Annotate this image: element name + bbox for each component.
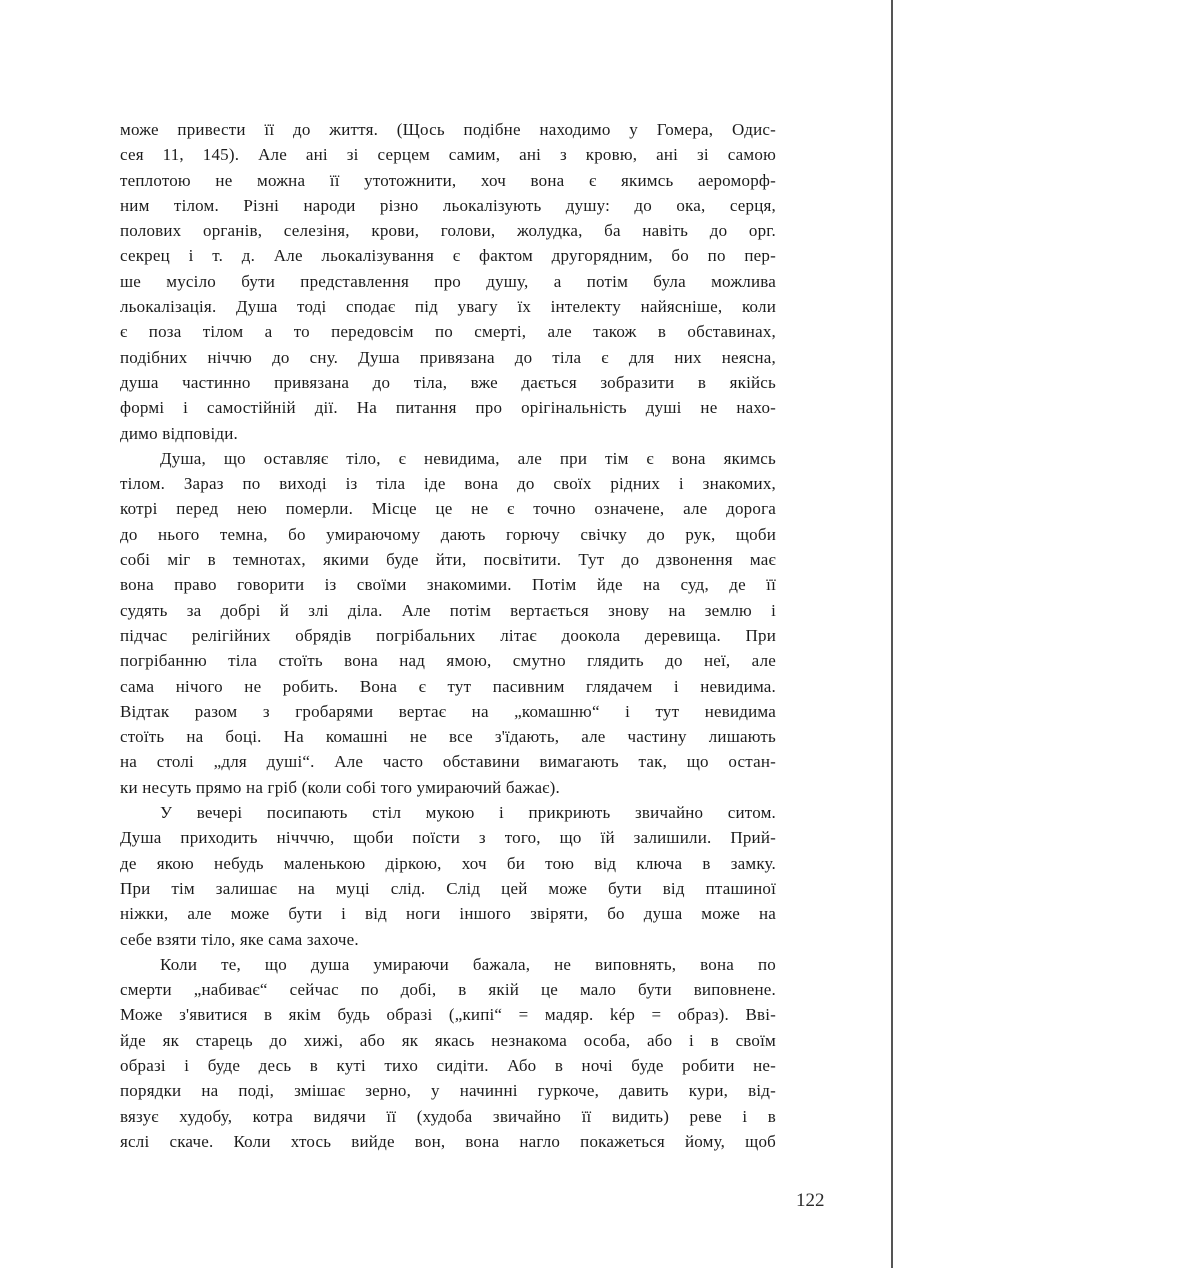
text-line: подібних ніччю до сну. Душа привязана до тіла є для них неясна, <box>120 347 776 367</box>
text-line: стоїть на боці. На комашні не все з'їдають, але частину лишають <box>120 727 776 747</box>
text-line: йде як старець до хижі, або як якась незнакома особа, або і в своїм <box>120 1030 776 1050</box>
text-line: формі і самостійній дії. На питання про орігінальність душі не нахо- <box>120 398 776 418</box>
text-line: яслі скаче. Коли хтось вийде вон, вона нагло покажеться йому, щоб <box>120 1131 776 1151</box>
text-line: димо відповіди. <box>120 423 238 443</box>
text-line: полових органів, селезіня, крови, голови, жолудка, ба навіть до орг. <box>120 221 776 241</box>
paragraph-1 <box>120 117 776 446</box>
text-line: до нього темна, бо умираючому дають горючу свічку до рук, щоби <box>120 524 776 544</box>
text-line: Душа, що оставляє тіло, є невидима, але при тім є вона якимсь <box>160 448 776 468</box>
text-line: ним тілом. Різні народи різно льокалізують душу: до ока, серця, <box>120 195 776 215</box>
text-line: ніжки, але може бути і від ноги іншого звіряти, бо душа може на <box>120 904 776 924</box>
text-line: котрі перед нею померли. Місце це не є точно означене, але дорога <box>120 499 776 519</box>
text-line: секрец і т. д. Але льокалізування є фактом другорядним, бо по пер- <box>120 246 776 266</box>
text-line: Відтак разом з гробарями вертає на „комашню“ і тут невидима <box>120 701 776 721</box>
text-line: теплотою не можна її утотожнити, хоч вона є якимсь аероморф- <box>120 170 776 190</box>
text-line: сама нічого не робить. Вона є тут пасивним глядачем і невидима. <box>120 676 776 696</box>
text-line: собі міг в темнотах, якими буде йти, посвітити. Тут до дзвонення має <box>120 550 776 570</box>
text-line: ки несуть прямо на гріб (коли собі того умираючий бажає). <box>120 777 560 797</box>
text-line: порядки на поді, змішає зерно, у начинні гуркоче, давить кури, від- <box>120 1081 776 1101</box>
text-line: образі і буде десь в куті тихо сидіти. Або в ночі буде робити не- <box>120 1055 776 1075</box>
text-line: судять за добрі й злі діла. Але потім вертається знову на землю і <box>120 600 776 620</box>
text-line: У вечері посипають стіл мукою і прикриють звичайно ситом. <box>160 803 776 823</box>
text-line: погрібанню тіла стоїть вона над ямою, смутно глядить до неї, але <box>120 651 776 671</box>
text-line: себе взяти тіло, яке сама захоче. <box>120 929 359 949</box>
text-line: де якою небудь маленькою діркою, хоч би тою від ключа в замку. <box>120 853 776 873</box>
text-line: ше мусіло бути представлення про душу, а потім була можлива <box>120 271 776 291</box>
text-line: При тім залишає на муці слід. Слід цей може бути від пташиної <box>120 878 776 898</box>
text-line: може привести її до життя. (Щось подібне находимо у Гомера, Одис- <box>120 120 776 139</box>
page-number: 122 <box>796 1190 825 1211</box>
text-line: душа частинно привязана до тіла, вже дається зобразити в якійсь <box>120 372 776 392</box>
body-text <box>120 117 776 1154</box>
paragraph-4 <box>120 952 776 1154</box>
text-line: льокалізація. Душа тоді сподає під увагу їх інтелекту найясніше, коли <box>120 297 776 317</box>
text-line: смерти „набиває“ сейчас по добі, в якій це мало бути виповнене. <box>120 980 776 1000</box>
text-line: Коли те, що душа умираючи бажала, не виповнять, вона по <box>160 954 776 974</box>
text-line: Душа приходить нічччю, щоби поїсти з того, що їй залишили. Прий- <box>120 828 776 848</box>
text-line: вязує худобу, котра видячи її (худоба звичайно її видить) реве і в <box>120 1106 776 1126</box>
paragraph-2 <box>120 446 776 800</box>
text-line: підчас релігійних обрядів погрібальних літає доокола деревища. При <box>120 625 776 645</box>
text-line: тілом. Зараз по виході із тіла іде вона до своїх рідних і знакомих, <box>120 474 776 494</box>
text-line: вона право говорити із своїми знакомими. Потім йде на суд, де її <box>120 575 776 595</box>
paragraph-3 <box>120 800 776 952</box>
text-line: Може з'явитися в якім будь образі („кипі“ = мадяр. kép = образ). Вві- <box>120 1005 776 1025</box>
text-line: сея 11, 145). Але ані зі серцем самим, ані з кровю, ані зі самою <box>120 145 776 165</box>
text-line: на столі „для душі“. Але часто обставини вимагають так, що остан- <box>120 752 776 772</box>
text-line: є поза тілом а то передовсім по смерті, але також в обставинах, <box>120 322 776 342</box>
